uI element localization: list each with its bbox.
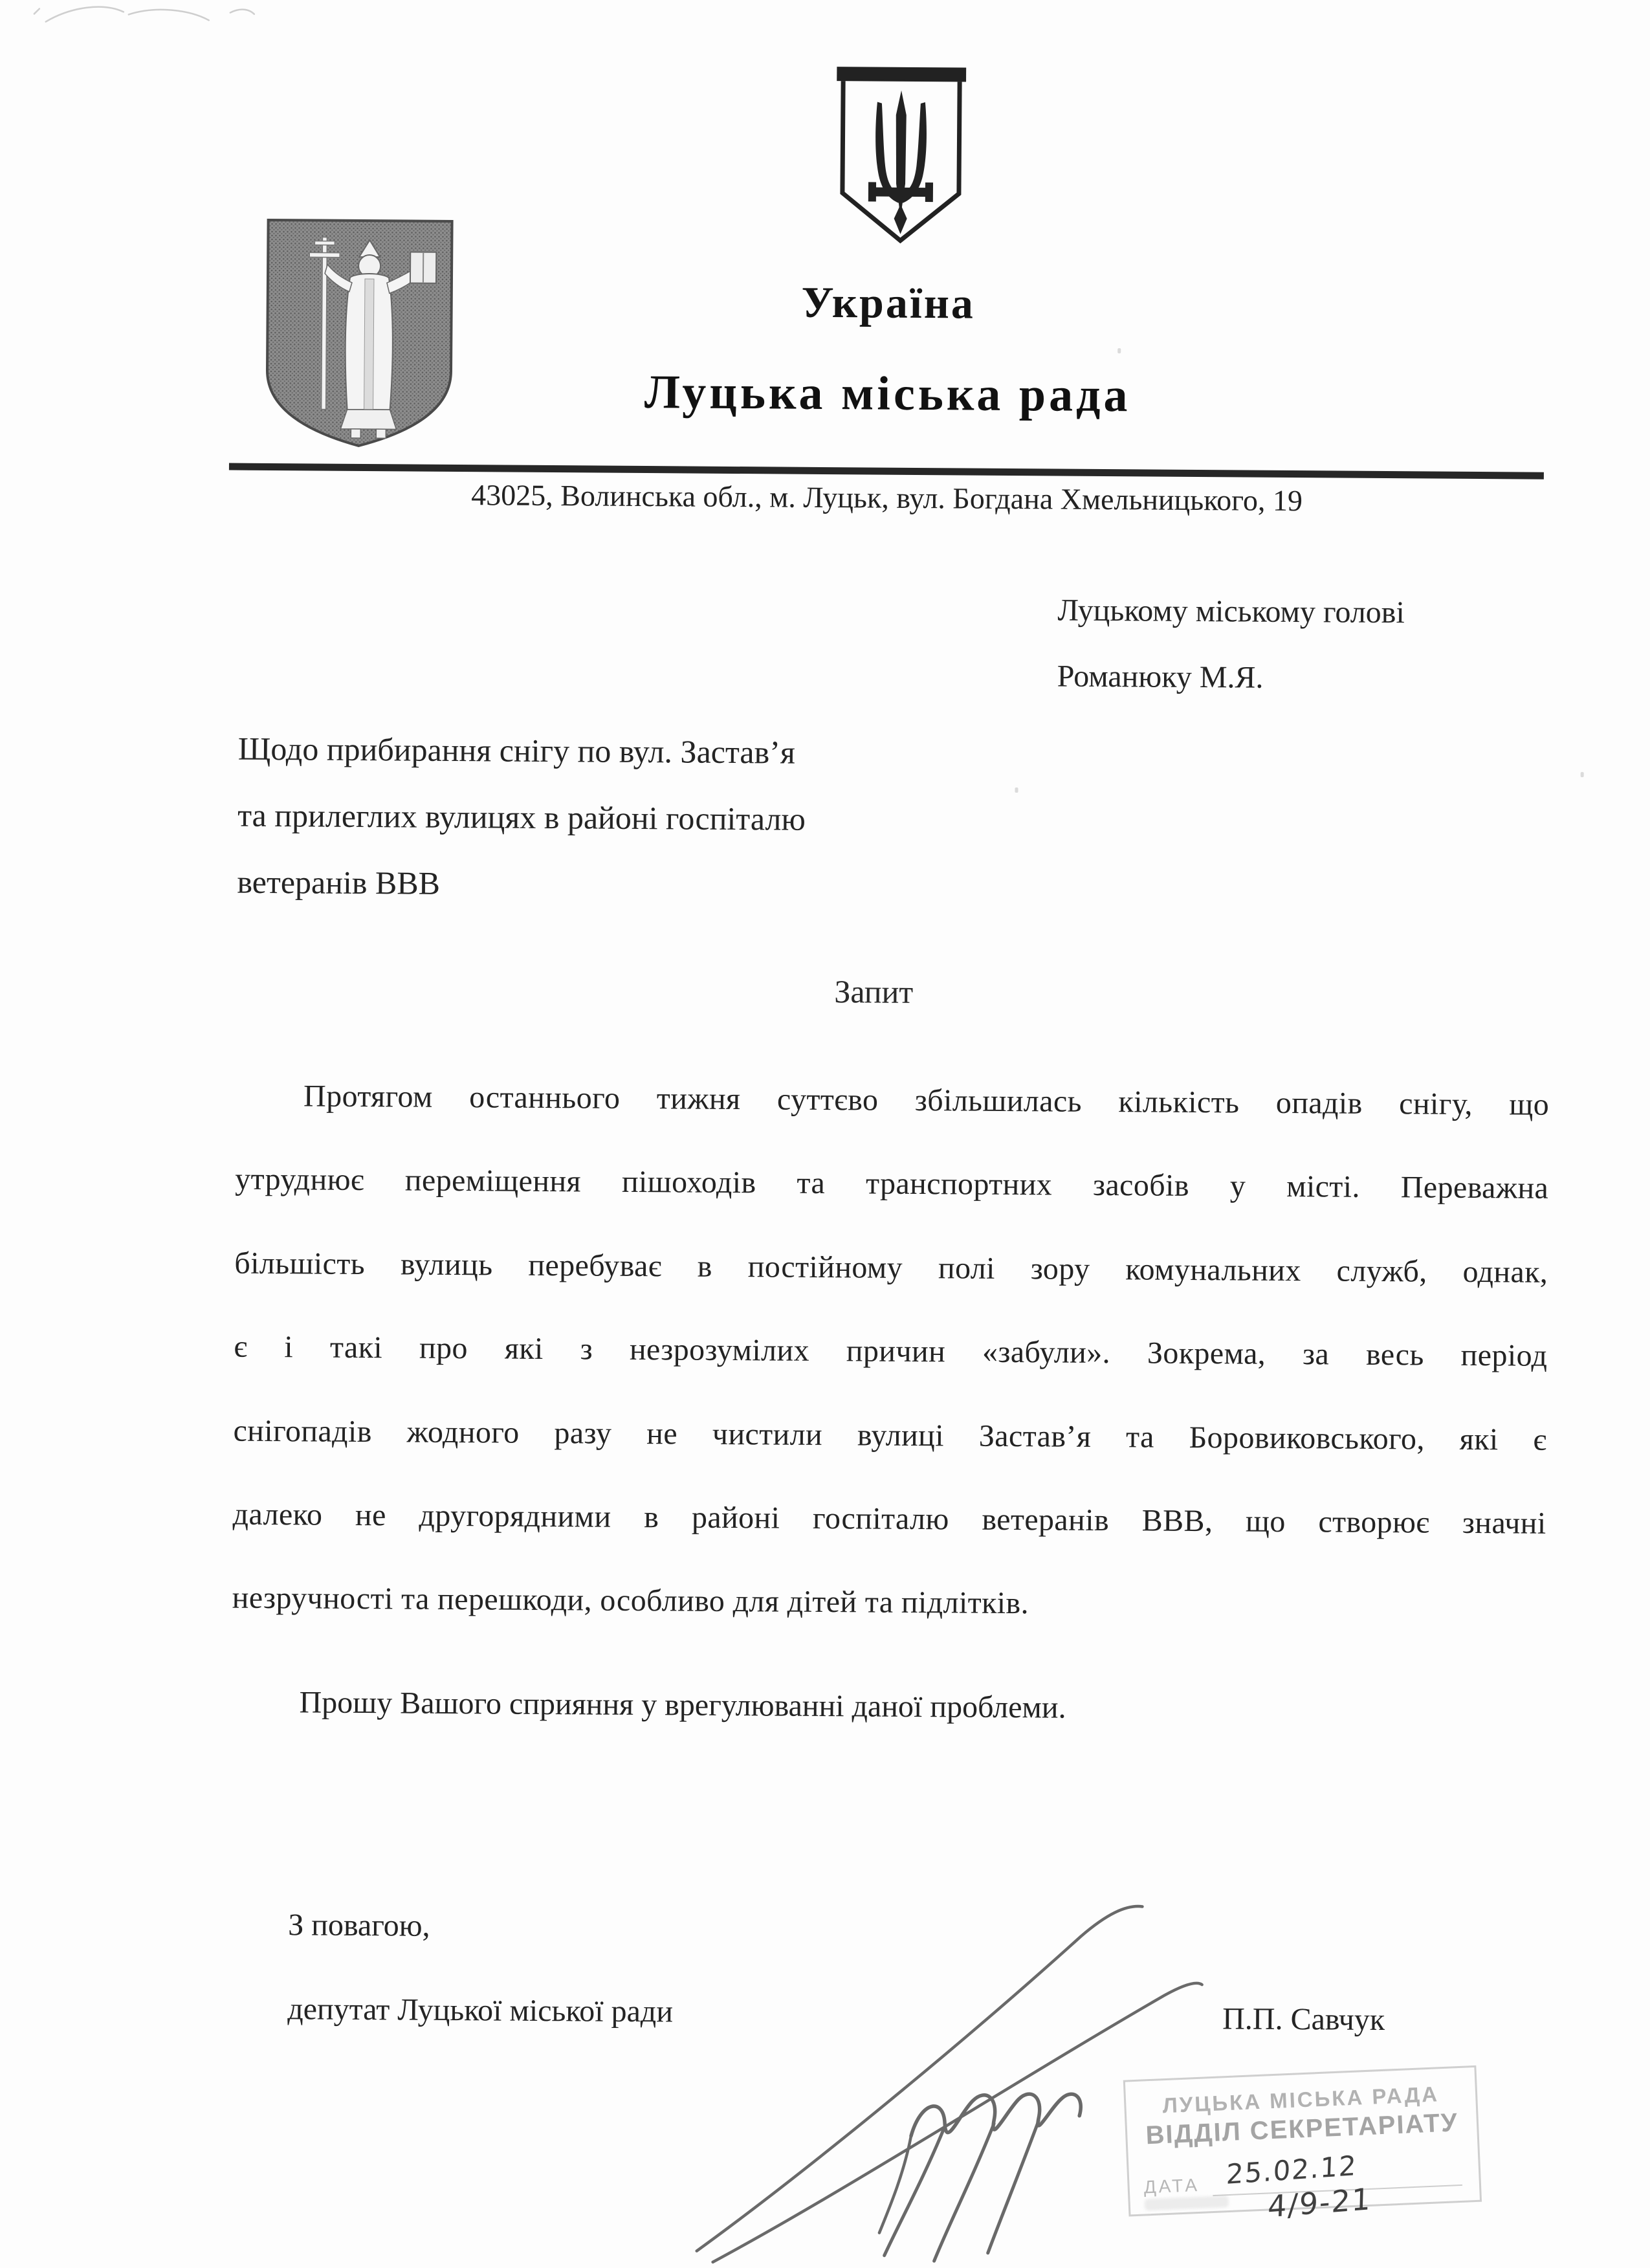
body-line: снігопадів жодного разу не чистили вулиці Застав’я та Боровиковського, які є [233, 1413, 1547, 1457]
stamp-faint-text [1144, 2196, 1229, 2210]
body-paragraph-1 [232, 1054, 1549, 1649]
recipient-block [1057, 577, 1405, 712]
scan-speck [1117, 348, 1121, 353]
recipient-name: Романюку М.Я. [1057, 659, 1264, 695]
subject-line-2: та прилеглих вулицях в районі госпіталю [237, 797, 806, 837]
recipient-title: Луцькому міському голові [1057, 593, 1405, 630]
document-title: Запит [834, 973, 914, 1010]
body-line: більшість вулиць перебуває в постійному полі зору комунальних служб, однак, [234, 1246, 1548, 1290]
stamp-date-label: ДАТА [1143, 2174, 1200, 2197]
stamp-dept-line: ВІДДІЛ СЕКРЕТАРІАТУ [1145, 2108, 1459, 2150]
subject-line-1: Щодо прибирання снігу по вул. Застав’я [237, 730, 796, 771]
body-line: утруднює переміщення пішоходів та транспортних засобів у місті. Переважна [235, 1162, 1549, 1206]
stamp-org-line: ЛУЦЬКА МІСЬКА РАДА [1161, 2082, 1440, 2118]
organization-name: Луцька міська рада [644, 366, 1131, 423]
country-name: Україна [801, 277, 976, 328]
pencil-scribble-marks [27, 0, 298, 41]
subject-line-3: ветеранів ВВВ [237, 863, 441, 901]
body-line: далеко не другорядними в районі госпіталю ветеранів ВВВ, що створює значні [232, 1497, 1546, 1541]
signer-position: депутат Луцької міської ради [287, 1992, 674, 2029]
closing-salutation: З повагою, [288, 1908, 430, 1943]
body-line: є і такі про які з незрозумілих причин «забули». Зокрема, за весь період [234, 1329, 1548, 1374]
handwritten-number: 4/9-21 [1267, 2181, 1372, 2225]
body-paragraph-2: Прошу Вашого сприяння у врегулюванні даної проблеми. [299, 1685, 1066, 1725]
registry-stamp [1123, 2065, 1482, 2225]
handwritten-date: 25.02.12 [1226, 2149, 1358, 2190]
ukraine-trident-emblem-icon [835, 60, 966, 248]
scan-speck [1581, 772, 1584, 777]
scan-speck [1015, 787, 1018, 793]
subject-block [237, 716, 806, 919]
signer-name: П.П. Савчук [1222, 2001, 1385, 2038]
letterhead-address: 43025, Волинська обл., м. Луцьк, вул. Богдана Хмельницького, 19 [471, 478, 1303, 518]
body-line: незручності та перешкоди, особливо для дітей та підлітків. [232, 1581, 1029, 1621]
body-line: Протягом останнього тижня суттєво збільшилась кількість опадів снігу, що [303, 1079, 1550, 1122]
